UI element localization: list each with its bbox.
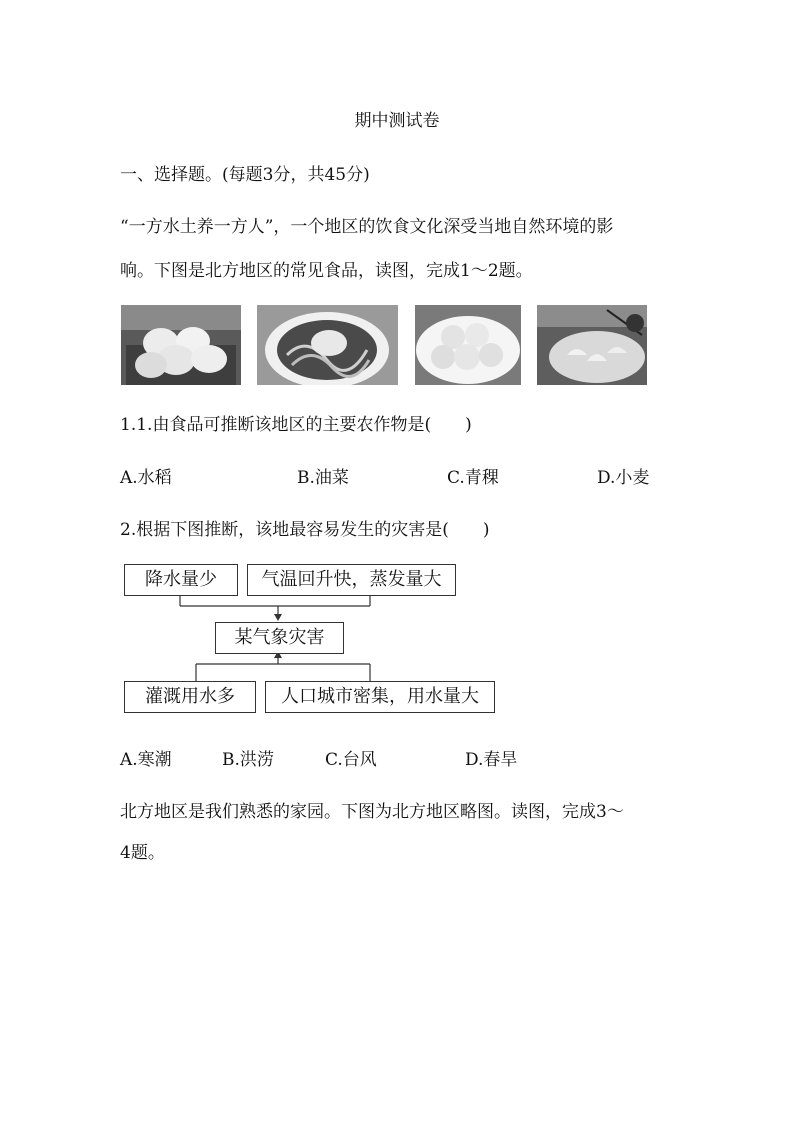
intro-line-2: 响。下图是北方地区的常见食品，读图，完成1～2题。 xyxy=(120,261,533,281)
page-title: 期中测试卷 xyxy=(354,111,440,131)
map-intro-line-2: 4题。 xyxy=(120,843,165,863)
question-1-stem: 1.1.由食品可推断该地区的主要农作物是( ) xyxy=(120,415,472,435)
flow-box-disaster: 某气象灾害 xyxy=(215,622,344,654)
q1-option-d[interactable]: D.小麦 xyxy=(597,468,650,488)
flow-box-low-rainfall: 降水量少 xyxy=(124,564,238,596)
section-heading: 一、选择题。(每题3分，共45分) xyxy=(120,165,370,185)
flow-box-evaporation: 气温回升快，蒸发量大 xyxy=(247,564,456,596)
q1-option-b[interactable]: B.油菜 xyxy=(297,468,349,488)
q2-option-d[interactable]: D.春旱 xyxy=(465,750,518,770)
q1-option-c[interactable]: C.青稞 xyxy=(447,468,499,488)
map-intro-line-1: 北方地区是我们熟悉的家园。下图为北方地区略图。读图，完成3～ xyxy=(120,802,624,822)
intro-line-1: “一方水土养一方人”，一个地区的饮食文化深受当地自然环境的影 xyxy=(120,217,614,237)
q1-option-a[interactable]: A.水稻 xyxy=(120,468,172,488)
q2-option-c[interactable]: C.台风 xyxy=(325,750,377,770)
q2-option-a[interactable]: A.寒潮 xyxy=(120,750,172,770)
flow-box-irrigation: 灌溉用水多 xyxy=(124,681,256,713)
question-2-stem: 2.根据下图推断，该地最容易发生的灾害是( ) xyxy=(120,520,490,540)
arrow-down-icon xyxy=(274,614,282,621)
flow-box-urban-water-use: 人口城市密集，用水量大 xyxy=(265,681,495,713)
q2-option-b[interactable]: B.洪涝 xyxy=(222,750,274,770)
